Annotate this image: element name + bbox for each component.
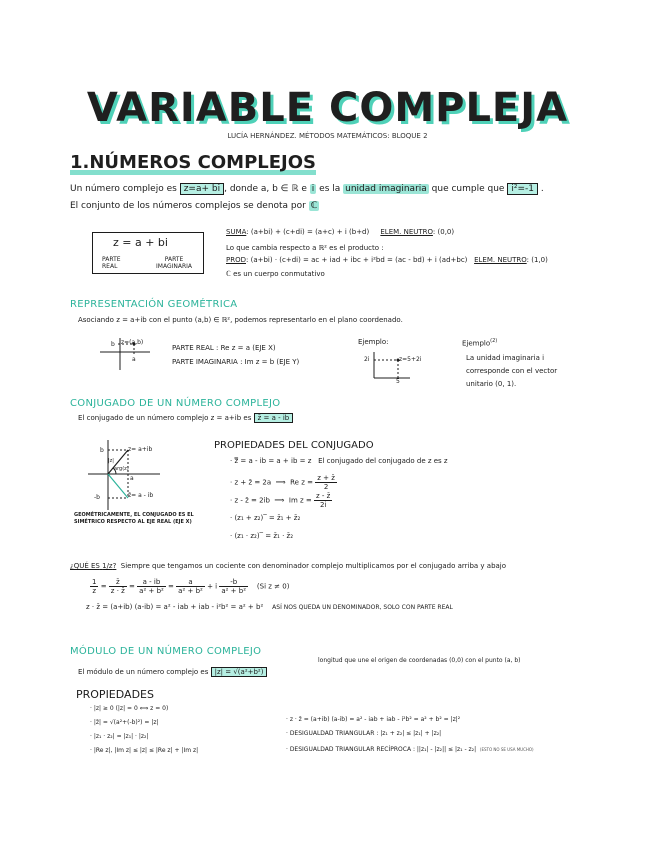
author-line: LUCÍA HERNÁNDEZ. MÉTODOS MATEMÁTICOS: BLOQUE 2: [227, 132, 428, 140]
mod-text: El módulo de un número complejo es |z| = √(a²+b²): [78, 668, 267, 676]
example1-y: 2i: [364, 356, 370, 363]
example1-x: 5: [396, 378, 400, 385]
conj-a-label: a: [130, 475, 134, 482]
geo-re-label: PARTE REAL : Re z = a (EJE X): [172, 344, 276, 352]
mod-prop-left-1: · |z| ≥ 0 (|z| = 0 ⟺ z = 0): [90, 705, 169, 712]
mod-prop-right-3: · DESIGUALDAD TRIANGULAR RECÍPROCA : ||z₁| - |z₂|| ≤ |z₁ - z₂| (ESTO NO SE USA MUCHO): [286, 746, 534, 753]
conj-prop-2: · z + z̄ = 2a ⟹ Re z = $\frac{z + z̄}{2}$: [230, 474, 335, 491]
geo-axis-a: a: [132, 356, 136, 363]
geo-text: Asociando z = a+ib con el punto (a,b) ∈ ℝ², podemos representarlo en el plano coordenado.: [78, 316, 403, 324]
mod-props-title: PROPIEDADES: [76, 688, 154, 701]
example1-title: Ejemplo:: [358, 338, 389, 346]
z-form-highlight: z=a+ bi: [180, 183, 224, 195]
box-real-label: PARTE REAL: [102, 256, 121, 270]
example1-point: z=5+2i: [399, 356, 422, 363]
conj-z-label: z= a+ib: [128, 446, 153, 453]
r2-line: Lo que cambia respecto a ℝ² es el producto :: [226, 244, 384, 252]
geo-axis-b: b: [111, 341, 115, 348]
page-title: VARIABLE COMPLEJA: [86, 85, 569, 131]
intro-line-1: Un número complejo es z=a+ bi , donde a, b ∈ ℝ e i es la unidad imaginaria que cumple que i²=-1 .: [70, 184, 544, 194]
section-heading-modulo: MÓDULO DE UN NÚMERO COMPLEJO: [70, 646, 262, 657]
quot-line: z · z̄ = (a+ib) (a-ib) = a² - iab + iab - i²b² = a² + b² ASÍ NOS QUEDA UN DENOMINADOR, SOLO CON PARTE REAL: [86, 603, 453, 611]
conj-prop-4: · (z₁ + z₂)‾ = z̄₁ + z̄₂: [230, 514, 301, 522]
geo-point-label: z=(a,b): [121, 339, 144, 346]
section-heading-conjugado: CONJUGADO DE UN NÚMERO COMPLEJO: [70, 398, 281, 409]
conj-props-title: PROPIEDADES DEL CONJUGADO: [214, 440, 374, 451]
mod-prop-left-4: · |Re z|, |Im z| ≤ |z| ≤ |Re z| + |Im z|: [90, 747, 199, 754]
conj-caption-2: SIMÉTRICO RESPECTO AL EJE REAL (EJE X): [74, 519, 192, 525]
box-formula: z = a + bi: [113, 236, 168, 249]
suma-line: SUMA: (a+bi) + (c+di) = (a+c) + i (b+d) ELEM. NEUTRO: (0,0): [226, 228, 455, 236]
mod-formula: |z| = √(a²+b²): [211, 667, 268, 677]
unidad-imaginaria-highlight: unidad imaginaria: [345, 184, 427, 194]
mod-note: longitud que une el origen de coordenadas (0,0) con el punto (a, b): [318, 657, 521, 664]
conj-formula: z̄ = a - ib: [254, 413, 294, 423]
prod-line: PROD: (a+bi) · (c+di) = ac + iad + ibc + i²bd = (ac - bd) + i (ad+bc) ELEM. NEUTRO: (1,0): [226, 256, 548, 264]
example2-title: Ejemplo$^{(2)}$: [462, 338, 498, 348]
conj-prop-3: · z - z̄ = 2ib ⟹ Im z = $\frac{z - z̄}{2i}$: [230, 492, 331, 509]
field-line: ℂ es un cuerpo conmutativo: [226, 270, 325, 278]
conj-zbar-label: z̄= a - ib: [128, 492, 154, 499]
conj-caption-1: GEOMÉTRICAMENTE, EL CONJUGADO ES EL: [74, 512, 194, 518]
section-heading-representacion: REPRESENTACIÓN GEOMÉTRICA: [70, 299, 238, 310]
mod-prop-right-2: · DESIGUALDAD TRIANGULAR : |z₁ + z₂| ≤ |z₁| + |z₂|: [286, 730, 442, 737]
conj-text: El conjugado de un número complejo z = a+ib es z̄ = a - ib: [78, 414, 293, 422]
conj-arg-label: arg(z): [114, 466, 129, 472]
mod-prop-right-1: · z · z̄ = (a+ib) (a-ib) = a² - iab + iab - i²b² = a² + b² = |z|²: [286, 716, 461, 723]
mod-prop-left-2: · |z̄| = √(a²+(-b)²) = |z|: [90, 719, 159, 726]
conj-prop-5: · (z₁ · z₂)‾ = z̄₁ · z̄₂: [230, 532, 293, 540]
conj-mb-label: -b: [94, 494, 100, 501]
quot-formula: $\frac{1}{z}$ = $\frac{z̄}{z \cdot z̄}$ = $\frac{a - ib}{\text{a² + b²}}$ = $\frac{a}{\text{a² + b²}}$ + i $\frac{-b}{\text{a² + b²}}$ (Si z ≠ 0): [92, 578, 290, 595]
quot-question: ¿QUÉ ES 1/z? Siempre que tengamos un cociente con denominador complejo multiplicamos por el conjugado arriba y abajo: [70, 562, 507, 570]
box-imag-label: PARTE IMAGINARIA: [156, 256, 192, 270]
conj-mod-label: |z|: [108, 458, 114, 464]
conj-prop-1: · z̿ = a - ib = a + ib = z El conjugado del conjugado de z es z: [230, 457, 448, 465]
example2-line1: La unidad imaginaria i: [466, 354, 545, 362]
conj-b-label: b: [100, 447, 104, 454]
example2-line2: corresponde con el vector: [466, 367, 558, 375]
section-heading-numeros-complejos: 1.NÚMEROS COMPLEJOS: [70, 152, 316, 173]
mod-prop-left-3: · |z₁ · z₂| = |z₁| · |z₂|: [90, 733, 149, 740]
example2-line3: unitario (0, 1).: [466, 380, 517, 388]
intro-line-2: El conjunto de los números complejos se denota por ℂ: [70, 201, 318, 211]
geo-im-label: PARTE IMAGINARIA : Im z = b (EJE Y): [172, 358, 300, 366]
